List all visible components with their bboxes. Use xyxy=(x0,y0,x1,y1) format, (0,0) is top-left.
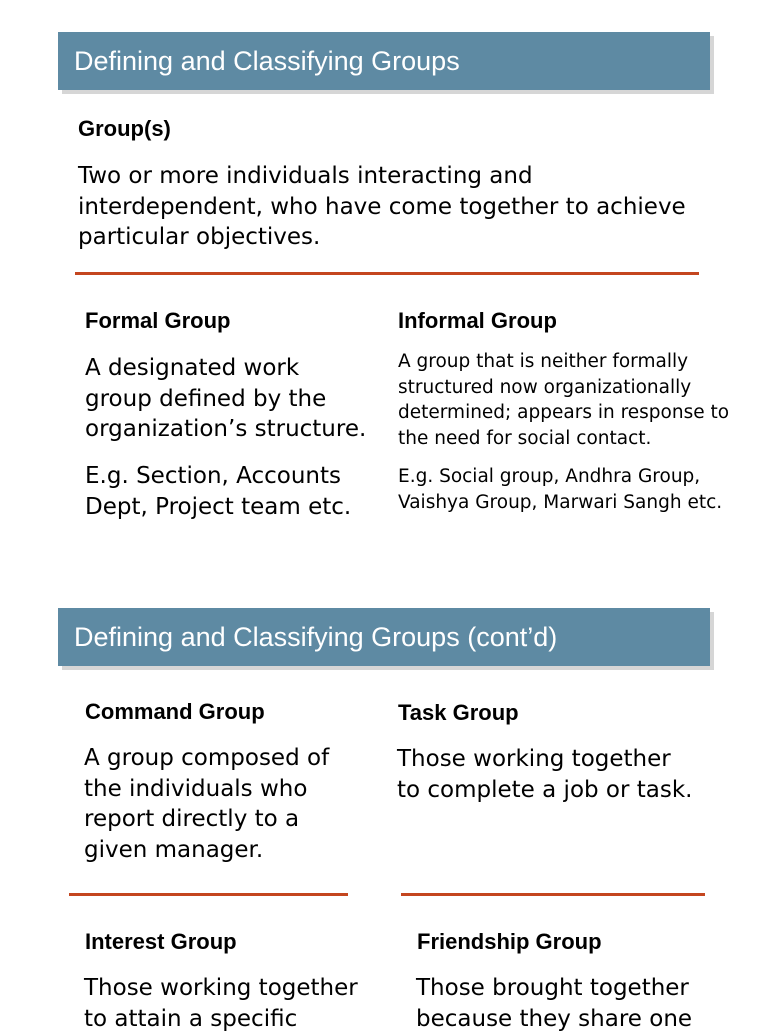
text-line: Vaishya Group, Marwari Sangh etc. xyxy=(398,490,722,516)
text-line: to complete a job or task. xyxy=(397,775,693,806)
text-line: A group composed of xyxy=(84,743,329,774)
formal-group-description xyxy=(85,353,366,445)
text-line: determined; appears in response to xyxy=(398,400,729,426)
informal-group-example xyxy=(398,464,722,515)
slide-1-title-banner: Defining and Classifying Groups xyxy=(58,32,710,90)
right-divider xyxy=(401,893,705,896)
text-line: the individuals who xyxy=(84,774,329,805)
command-group-description xyxy=(84,743,329,865)
formal-group-example xyxy=(85,461,351,522)
text-line: E.g. Section, Accounts xyxy=(85,461,351,492)
text-line: the need for social contact. xyxy=(398,426,729,452)
task-group-heading: Task Group xyxy=(398,700,519,726)
command-group-heading: Command Group xyxy=(85,699,265,725)
text-line: particular objectives. xyxy=(78,222,686,253)
text-line: Dept, Project team etc. xyxy=(85,492,351,523)
interest-group-heading: Interest Group xyxy=(85,929,237,955)
group-definition-heading: Group(s) xyxy=(78,116,171,142)
informal-group-heading: Informal Group xyxy=(398,308,557,334)
left-divider xyxy=(69,893,348,896)
task-group-description xyxy=(397,744,693,805)
text-line: structured now organizationally xyxy=(398,375,729,401)
text-line: Those brought together xyxy=(416,973,692,1004)
slide-2-title-banner: Defining and Classifying Groups (cont’d) xyxy=(58,608,710,666)
text-line: Two or more individuals interacting and xyxy=(78,161,686,192)
friendship-group-description xyxy=(416,973,692,1034)
text-line: Those working together xyxy=(84,973,358,1004)
section-divider xyxy=(75,272,699,275)
text-line: Those working together xyxy=(397,744,693,775)
text-line: because they share one xyxy=(416,1004,692,1034)
interest-group-description xyxy=(84,973,358,1034)
text-line: E.g. Social group, Andhra Group, xyxy=(398,464,722,490)
text-line: A group that is neither formally xyxy=(398,349,729,375)
text-line: to attain a specific xyxy=(84,1004,358,1034)
friendship-group-heading: Friendship Group xyxy=(417,929,602,955)
text-line: organization’s structure. xyxy=(85,414,366,445)
text-line: A designated work xyxy=(85,353,366,384)
formal-group-heading: Formal Group xyxy=(85,308,230,334)
text-line: interdependent, who have come together to achieve xyxy=(78,192,686,223)
text-line: given manager. xyxy=(84,835,329,866)
text-line: report directly to a xyxy=(84,804,329,835)
group-definition-text xyxy=(78,161,686,253)
informal-group-description xyxy=(398,349,729,451)
text-line: group defined by the xyxy=(85,384,366,415)
